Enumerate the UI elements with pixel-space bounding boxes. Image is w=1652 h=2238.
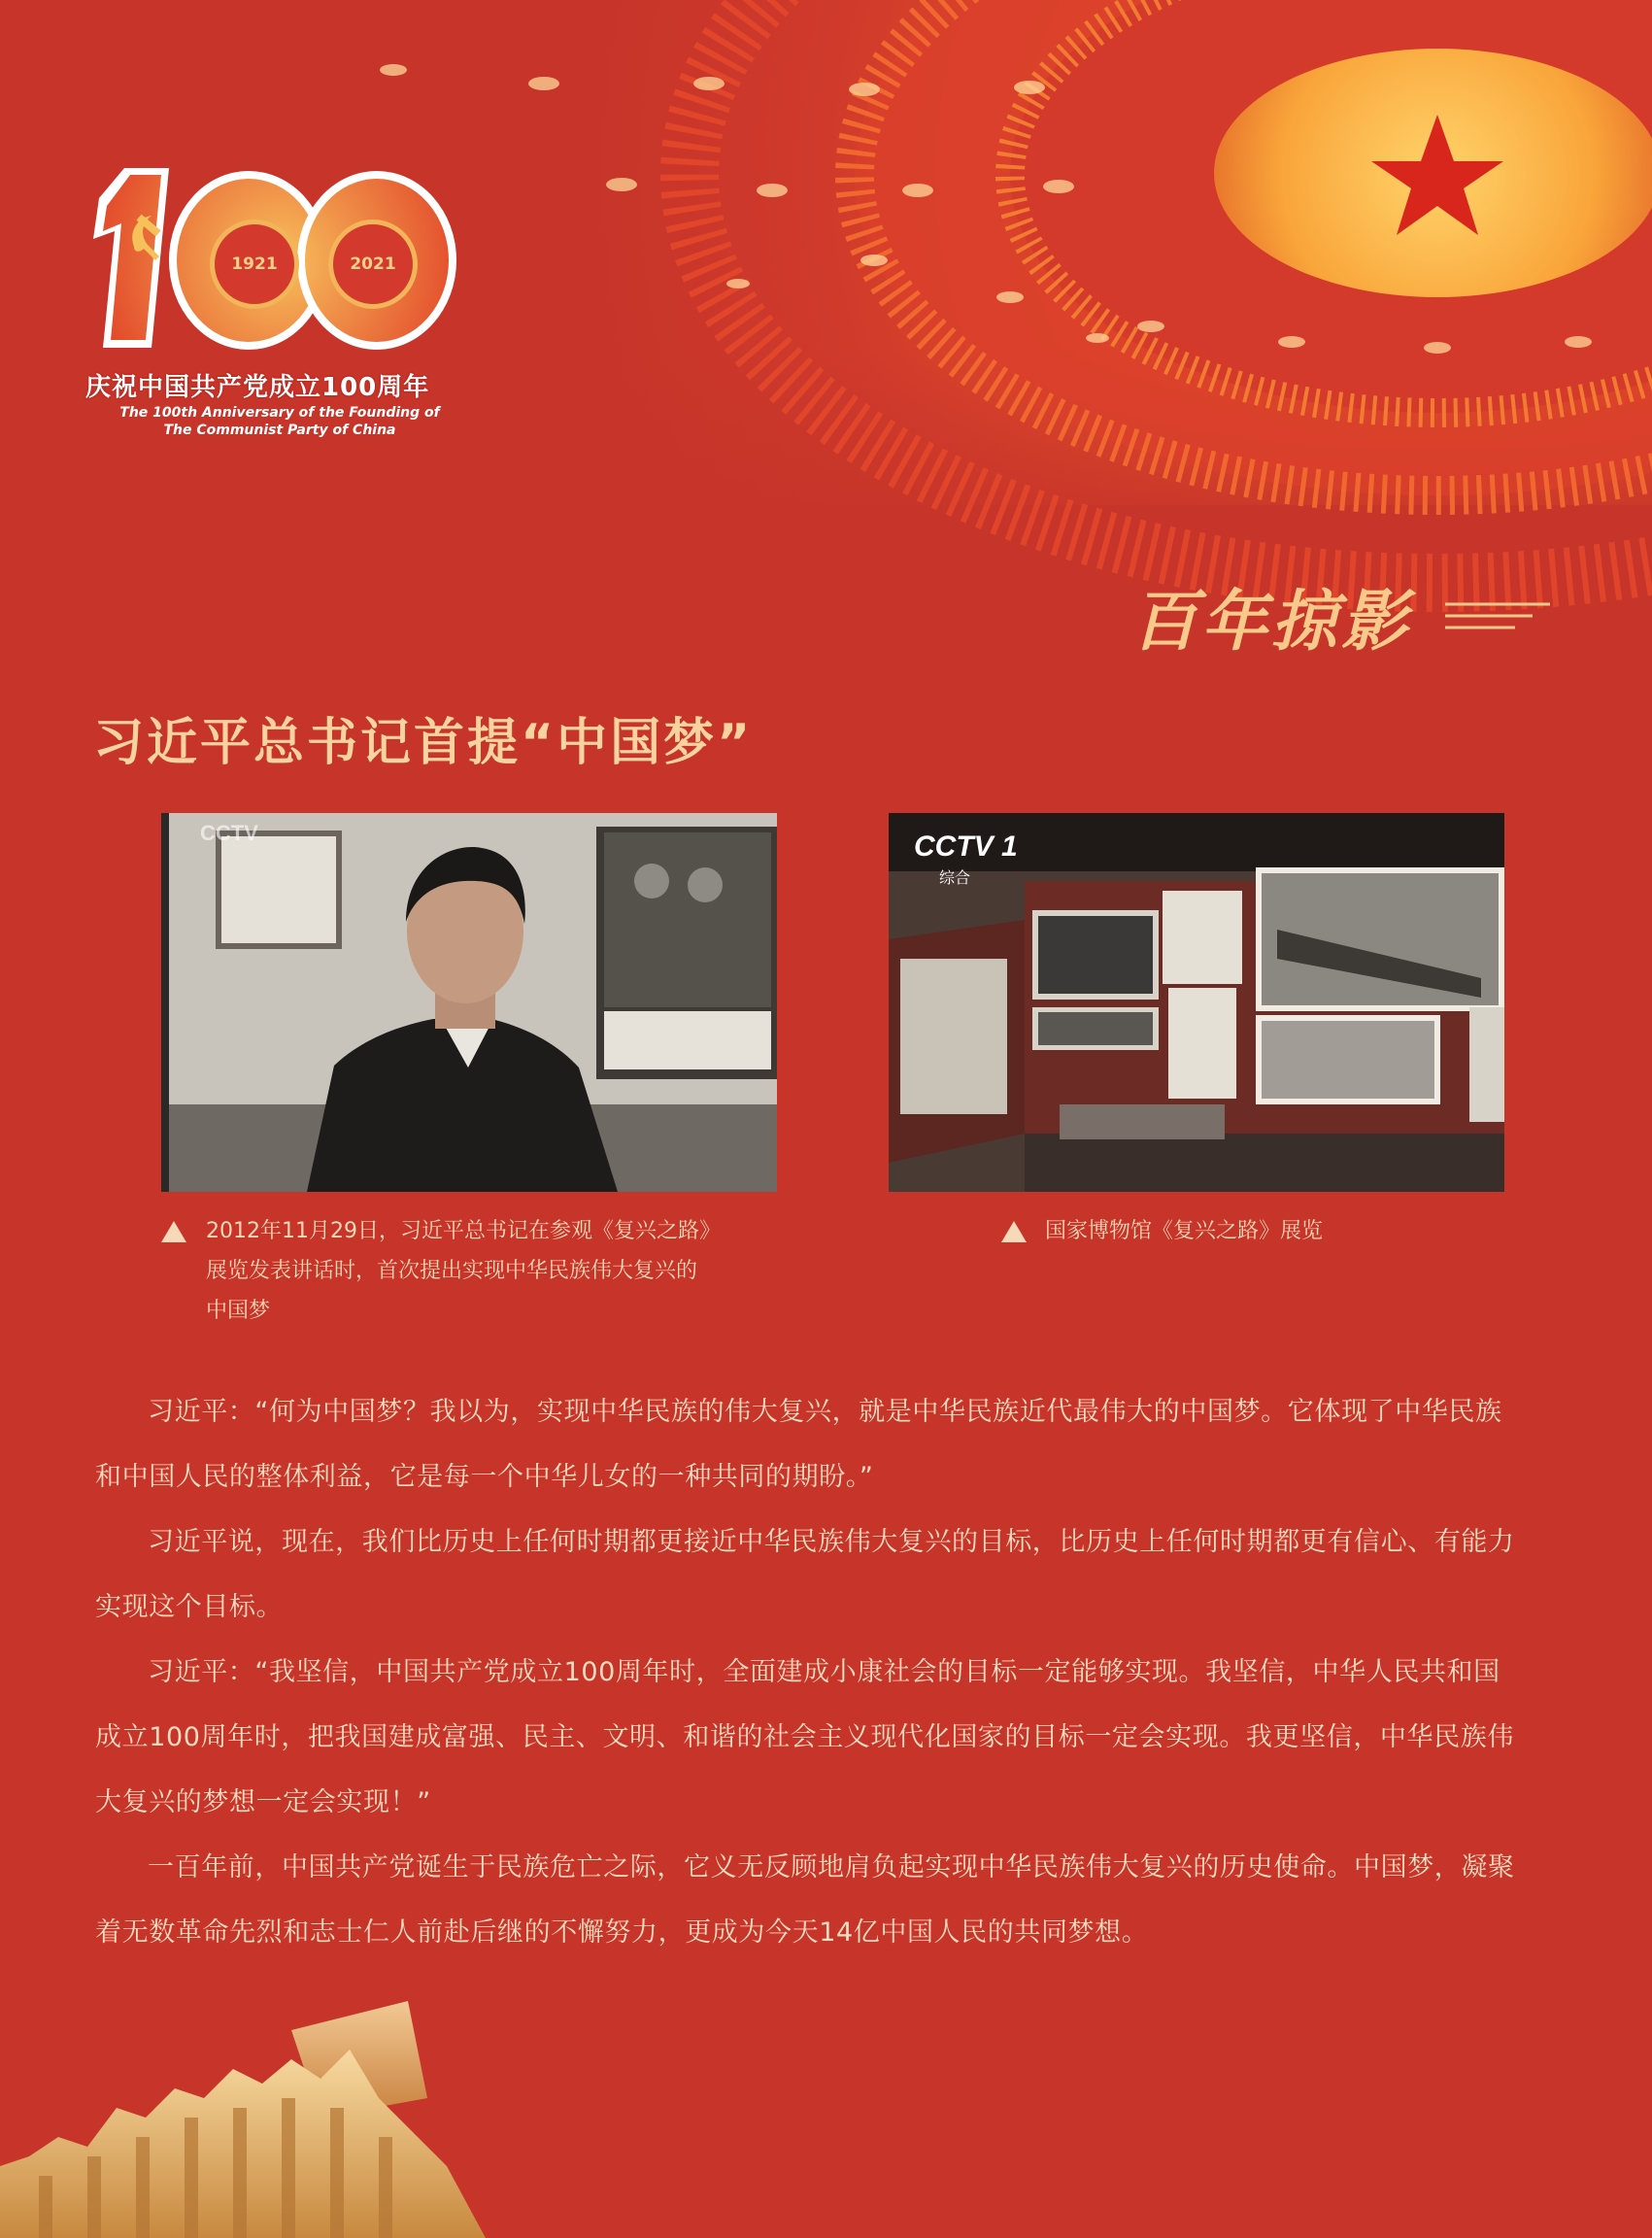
speech-photo-caption bbox=[163, 1211, 785, 1331]
caption-line: 展览发表讲话时，首次提出实现中华民族伟大复兴的 bbox=[206, 1259, 698, 1283]
section-title-lines bbox=[1445, 600, 1550, 639]
cctv-channel-label: 综合 bbox=[939, 868, 971, 887]
speech-photo bbox=[161, 813, 777, 1192]
exhibition-photo-caption bbox=[1000, 1211, 1408, 1251]
year-1921-badge: 1921 bbox=[210, 220, 299, 309]
logo-english-line-1: The 100th Anniversary of the Founding of bbox=[119, 405, 440, 421]
centenary-logo bbox=[85, 163, 474, 455]
logo-chinese-title: 庆祝中国共产党成立100周年 bbox=[85, 373, 430, 402]
caption-line: 2012年11月29日，习近平总书记在参观《复兴之路》 bbox=[206, 1219, 721, 1243]
main-heading: 习近平总书记首提“中国梦” bbox=[93, 714, 754, 772]
caption-line: 国家博物馆《复兴之路》展览 bbox=[1045, 1219, 1324, 1243]
logo-english-line-2: The Communist Party of China bbox=[163, 423, 396, 438]
exhibition-photo bbox=[889, 813, 1504, 1192]
monument-sculpture-decoration bbox=[0, 1991, 486, 2238]
paragraph: 一百年前，中国共产党诞生于民族危亡之际，它义无反顾地肩负起实现中华民族伟大复兴的历史使命。中国梦，凝聚着无数革命先烈和志士仁人前赴后继的不懈努力，更成为今天14亿中国人民的共同梦想。 bbox=[95, 1852, 1515, 1948]
year-2021-badge: 2021 bbox=[328, 220, 418, 309]
article-body bbox=[95, 1379, 1523, 1965]
section-title: 百年掠影 bbox=[1130, 583, 1411, 661]
caption-line: 中国梦 bbox=[206, 1299, 271, 1323]
svg-text:CCTV: CCTV bbox=[200, 821, 258, 845]
cctv-badge: CCTV 1 bbox=[914, 831, 1018, 863]
logo-english-title bbox=[85, 404, 474, 439]
paragraph: 习近平：“我坚信，中国共产党成立100周年时，全面建成小康社会的目标一定能够实现。我坚信，中华人民共和国成立100周年时，把我国建成富强、民主、文明、和谐的社会主义现代化国家的目标一定会实现。我更坚信，中华民族伟大复兴的梦想一定会实现！” bbox=[95, 1657, 1514, 1817]
paragraph: 习近平说，现在，我们比历史上任何时期都更接近中华民族伟大复兴的目标，比历史上任何时期都更有信心、有能力实现这个目标。 bbox=[95, 1527, 1515, 1622]
paragraph: 习近平：“何为中国梦？我以为，实现中华民族的伟大复兴，就是中华民族近代最伟大的中国梦。它体现了中华民族和中国人民的整体利益，它是每一个中华儿女的一种共同的期盼。” bbox=[95, 1397, 1502, 1492]
